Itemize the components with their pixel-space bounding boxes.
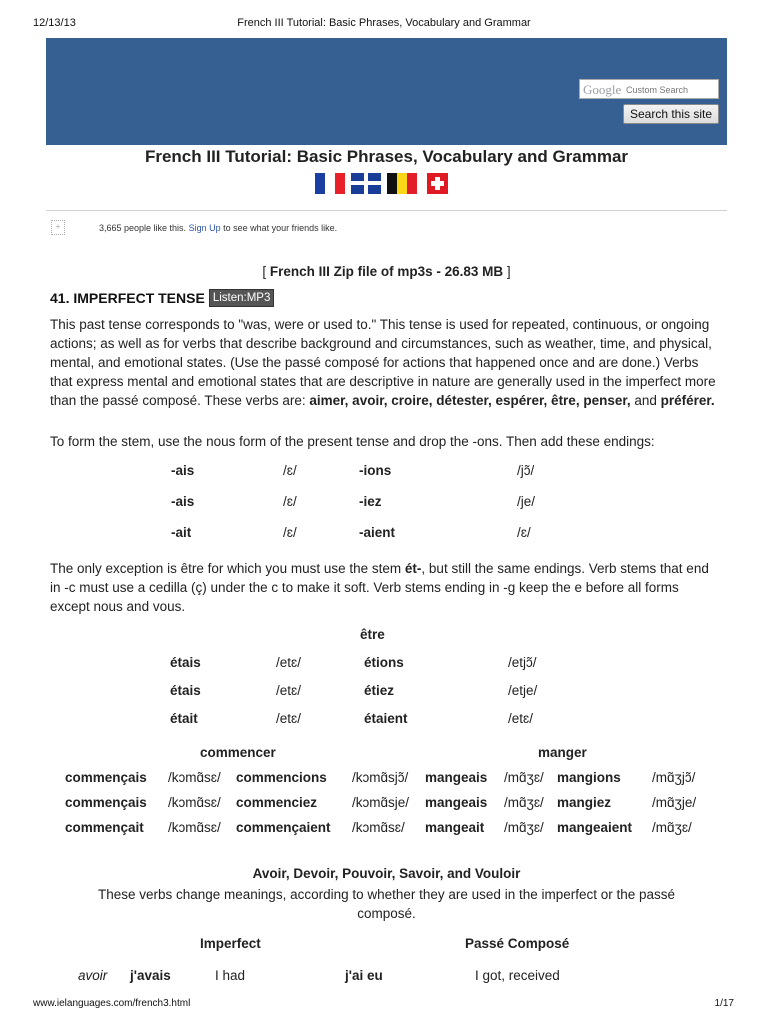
- modal-verbs-title: Avoir, Devoir, Pouvoir, Savoir, and Vouloir: [252, 866, 521, 881]
- ending: -iez: [359, 494, 382, 509]
- print-header: [0, 0, 768, 38]
- conjugation: étais: [170, 655, 201, 670]
- pronunciation: /etɛ/: [508, 711, 533, 726]
- conjugation: mangions: [557, 770, 621, 785]
- pronunciation: /kɔmɑ̃sjɔ̃/: [352, 770, 409, 785]
- print-date: 12/13/13: [33, 17, 76, 29]
- exception-text-rest: , but still the same endings. Verb stems that end in -c must use a cedilla (ç) under the c to make it soft. Verb stems ending in -g keep the e before all forms except nous and vous.: [50, 561, 709, 614]
- conjugation: étions: [364, 655, 404, 670]
- table-row: [171, 494, 571, 514]
- exception-stem: ét-: [404, 561, 422, 576]
- section-heading: [50, 289, 274, 307]
- imperfect-form: j'avais: [130, 968, 171, 983]
- pronunciation: /ɛ/: [283, 463, 297, 478]
- listen-mp3-button[interactable]: Listen:MP3: [209, 289, 275, 307]
- conjugation: mangeais: [425, 795, 488, 810]
- conjugation: mangeait: [425, 820, 485, 835]
- pronunciation: /mɑ̃ʒɛ/: [504, 820, 544, 835]
- zip-download: [46, 264, 727, 279]
- zip-download-link[interactable]: French III Zip file of mp3s - 26.83 MB: [269, 264, 504, 279]
- ending: -ait: [171, 525, 192, 540]
- section-title: 41. IMPERFECT TENSE: [50, 290, 205, 306]
- pronunciation: /kɔmɑ̃sɛ/: [168, 770, 221, 785]
- pronunciation: /je/: [517, 494, 536, 509]
- switzerland-flag-icon[interactable]: [427, 173, 448, 194]
- pronunciation: /etje/: [508, 683, 538, 698]
- divider: [46, 210, 727, 211]
- intro-and: and: [630, 393, 661, 408]
- pronunciation: /etjɔ̃/: [508, 655, 537, 670]
- search-placeholder: Custom Search: [626, 85, 689, 95]
- verb-infinitive: avoir: [78, 968, 108, 983]
- commencer-title: commencer: [200, 745, 276, 760]
- conjugation: mangeaient: [557, 820, 633, 835]
- conjugation: commençaient: [236, 820, 331, 835]
- language-flags: [315, 173, 448, 195]
- conjugation: étiez: [364, 683, 395, 698]
- search-button[interactable]: Search this site: [623, 104, 719, 124]
- manger-title: manger: [538, 745, 587, 760]
- ending: -ions: [359, 463, 392, 478]
- conjugation: commençais: [65, 770, 147, 785]
- exception-text: The only exception is être for which you must use the stem: [50, 561, 405, 576]
- pronunciation: /kɔmɑ̃sɛ/: [168, 795, 221, 810]
- pronunciation: /mɑ̃ʒje/: [652, 795, 697, 810]
- paragraph-stem: To form the stem, use the nous form of the present tense and drop the -ons. Then add these endings:: [50, 434, 655, 449]
- google-logo: Google: [583, 82, 622, 97]
- zip-bracket-close: ]: [503, 264, 511, 279]
- print-footer: [0, 984, 768, 1024]
- quebec-flag-icon[interactable]: [351, 173, 381, 194]
- conjugation: mangiez: [557, 795, 612, 810]
- pronunciation: /mɑ̃ʒjɔ̃/: [652, 770, 696, 785]
- conjugation: commençais: [65, 795, 147, 810]
- conjugation: commençait: [65, 820, 144, 835]
- etre-title: être: [360, 627, 385, 642]
- table-row: [171, 463, 571, 483]
- table-row: [171, 525, 571, 545]
- page-title: French III Tutorial: Basic Phrases, Vocabulary and Grammar: [144, 147, 629, 166]
- pronunciation: /etɛ/: [276, 655, 301, 670]
- imperfect-meaning: I had: [215, 968, 246, 983]
- paragraph-intro: [50, 315, 720, 410]
- print-page-number: 1/17: [714, 998, 734, 1009]
- sign-up-link[interactable]: Sign Up: [188, 223, 221, 233]
- intro-text: This past tense corresponds to "was, were or used to." This tense is used for repeated, continuous, or ongoing actions; as well as for verbs that describe background and circumstances, such as weather, time, and physical, mental, and emotional states. (Use the passé composé for actions that happened once and are done.) Verbs that express mental and emotional states that are descriptive in nature are generally used in the imperfect more than the passé composé. These verbs are:: [50, 317, 716, 408]
- conjugation: commencions: [236, 770, 327, 785]
- paragraph-exceptions: [50, 559, 720, 616]
- pronunciation: /kɔmɑ̃sɛ/: [168, 820, 221, 835]
- passe-compose-form: j'ai eu: [345, 968, 383, 983]
- print-doc-title: French III Tutorial: Basic Phrases, Vocabulary and Grammar: [237, 17, 531, 29]
- zip-bracket-open: [: [262, 264, 270, 279]
- conjugation: étais: [170, 683, 201, 698]
- pronunciation: /ɛ/: [517, 525, 531, 540]
- intro-verbs: aimer, avoir, croire, détester, espérer, être, penser,: [309, 393, 631, 408]
- passe-compose-column-header: Passé Composé: [465, 936, 570, 951]
- conjugation: commenciez: [236, 795, 318, 810]
- like-text: [99, 223, 337, 233]
- site-banner: [46, 38, 727, 145]
- modal-verbs-description: These verbs change meanings, according to whether they are used in the imperfect or the passé composé.: [97, 887, 676, 921]
- pronunciation: /kɔmɑ̃sje/: [352, 795, 410, 810]
- like-icon[interactable]: +: [51, 220, 65, 235]
- search-input[interactable]: [579, 79, 719, 99]
- pronunciation: /mɑ̃ʒɛ/: [652, 820, 692, 835]
- pronunciation: /etɛ/: [276, 711, 301, 726]
- pronunciation: /etɛ/: [276, 683, 301, 698]
- belgium-flag-icon[interactable]: [387, 173, 417, 194]
- pronunciation: /jɔ̃/: [517, 463, 535, 478]
- france-flag-icon[interactable]: [315, 173, 345, 194]
- ending: -ais: [171, 463, 195, 478]
- conjugation: étaient: [364, 711, 408, 726]
- pronunciation: /mɑ̃ʒɛ/: [504, 795, 544, 810]
- pronunciation: /kɔmɑ̃sɛ/: [352, 820, 405, 835]
- pronunciation: /ɛ/: [283, 494, 297, 509]
- conjugation: mangeais: [425, 770, 488, 785]
- like-rest: to see what your friends like.: [220, 223, 338, 233]
- ending: -ais: [171, 494, 195, 509]
- intro-verb-last: préférer.: [660, 393, 715, 408]
- pronunciation: /ɛ/: [283, 525, 297, 540]
- like-count: 3,665 people like this.: [99, 223, 187, 233]
- imperfect-column-header: Imperfect: [200, 936, 261, 951]
- pronunciation: /mɑ̃ʒɛ/: [504, 770, 544, 785]
- passe-compose-meaning: I got, received: [475, 968, 560, 983]
- conjugation: était: [170, 711, 198, 726]
- print-url: www.ielanguages.com/french3.html: [33, 998, 191, 1009]
- ending: -aient: [359, 525, 396, 540]
